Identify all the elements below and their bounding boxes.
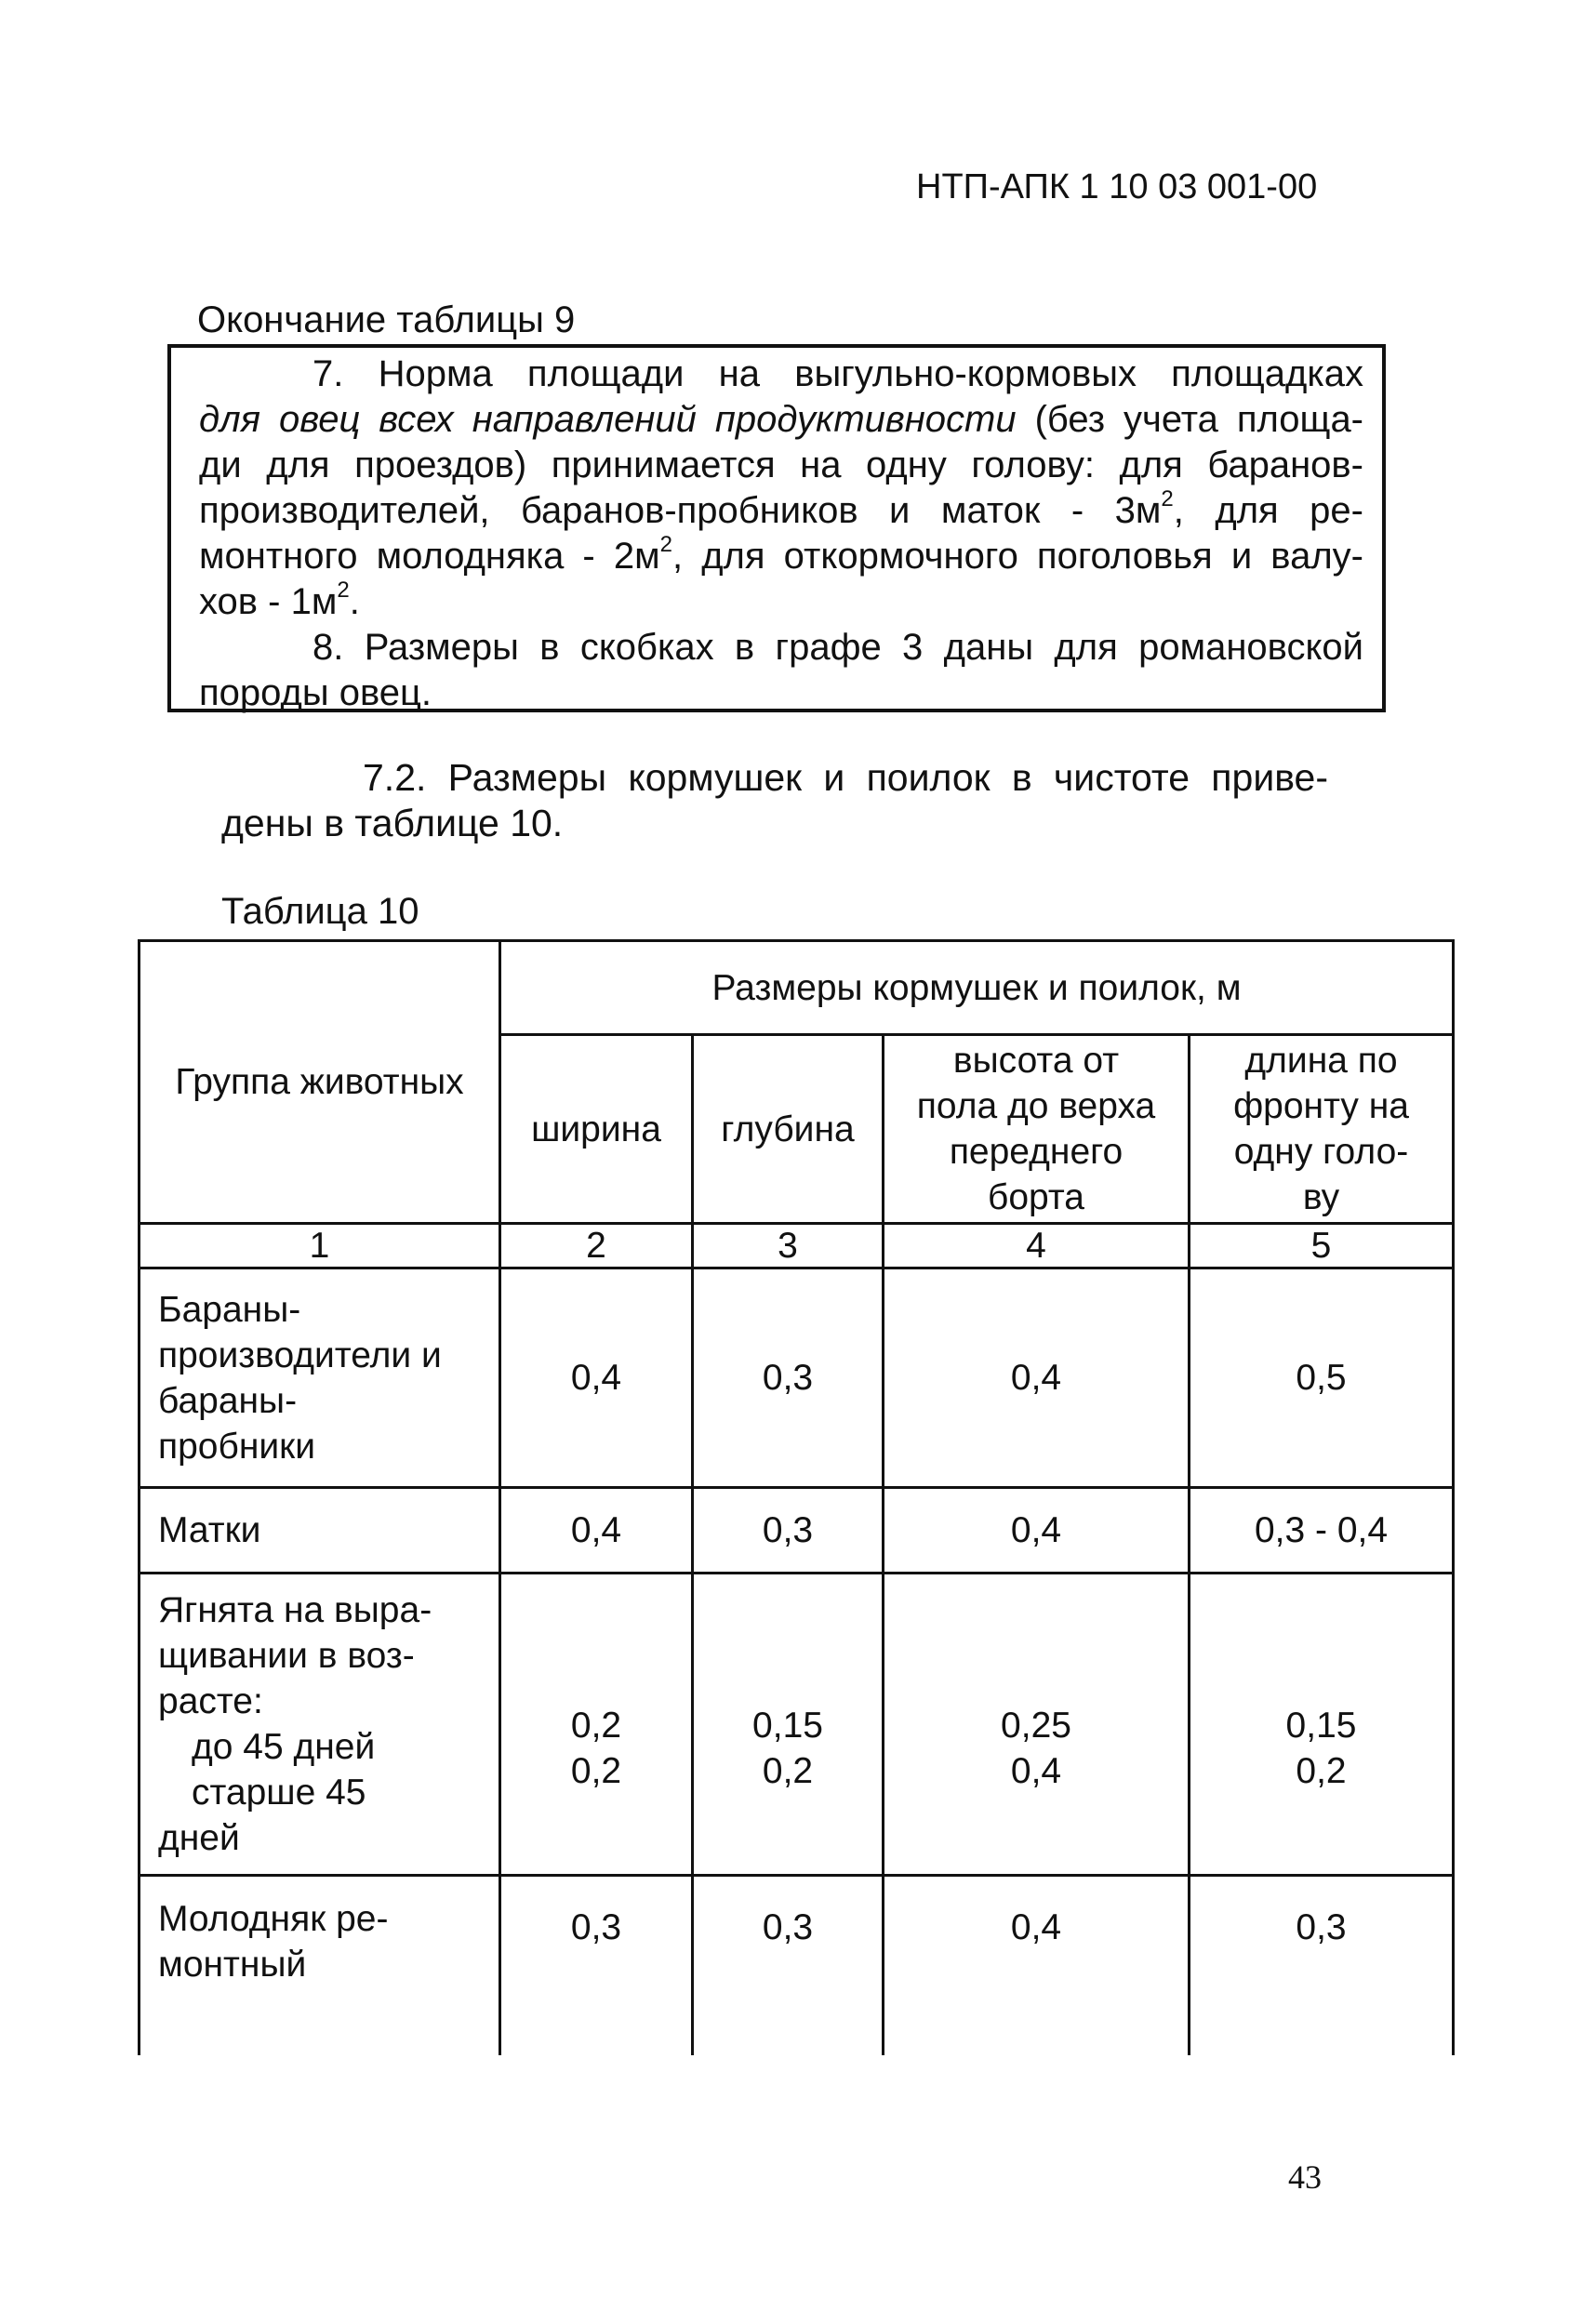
header-depth: глубина (721, 1109, 855, 1149)
table-row-2-height: 0,4 (1010, 1510, 1062, 1550)
page-number: 43 (1288, 2158, 1322, 2196)
section-7-2-line-2: дены в таблице 10. (221, 802, 564, 844)
table9-notes (199, 352, 1363, 716)
note7-line-2: для овец всех направлений продуктивности (без учета площа- (199, 399, 1364, 440)
col-number: 2 (586, 1226, 606, 1266)
table-rule (1452, 939, 1455, 2055)
table10-caption: Таблица 10 (221, 891, 419, 932)
section-7-2-line-1: 7.2. Размеры кормушек и поилок в чистоте приве- (363, 756, 1328, 799)
header-width: ширина (531, 1109, 661, 1149)
col-number: 3 (778, 1226, 798, 1266)
header-length: длина по фронту на одну голо- ву (1233, 1041, 1409, 1217)
note8-line-2: породы овец. (199, 672, 432, 713)
note7-emphasis: для овец всех направлений продуктивности (199, 399, 1017, 440)
table-row-1-depth: 0,3 (762, 1358, 814, 1398)
table-row-3-length: 0,15 0,2 (1285, 1706, 1357, 1791)
table-row-2-depth: 0,3 (762, 1510, 814, 1550)
note7-line-4: производителей, баранов-пробников и маток - $3м^2$, для ре- (199, 485, 1363, 531)
note7-line-5: монтного молодняка - $2м^2$, для откормочного поголовья и валу- (199, 531, 1364, 577)
table-row-1-height: 0,4 (1010, 1358, 1062, 1398)
note7-line-3: ди для проездов) принимается на одну голову: для баранов- (199, 445, 1363, 485)
table-row-3-group: Ягнята на выра- щивании в воз- расте: до 45 дней старше 45 дней (158, 1590, 432, 1858)
document-code: НТП-АПК 1 10 03 001-00 (916, 167, 1318, 206)
table-row-3-depth: 0,15 0,2 (752, 1706, 823, 1791)
table-row-2-group: Матки (158, 1510, 261, 1550)
header-height: высота от пола до верха переднего борта (916, 1041, 1156, 1217)
table-row-2-length: 0,3 - 0,4 (1254, 1510, 1389, 1550)
header-sizes: Размеры кормушек и поилок, м (711, 967, 1242, 1008)
table-row-1-length: 0,5 (1296, 1358, 1347, 1398)
table-row-3-width: 0,2 0,2 (570, 1706, 622, 1791)
table-row-4-width: 0,3 (570, 1906, 622, 1947)
note7-line-6: хов - $1м^2$. (199, 577, 360, 622)
table-row-4-group: Молодняк ре- монтный (158, 1899, 389, 1985)
table-row-4-depth: 0,3 (762, 1906, 814, 1947)
table-row-1-group: Бараны- производители и бараны- пробники (158, 1289, 442, 1467)
table-row-4-height: 0,4 (1010, 1906, 1062, 1947)
col-number: 4 (1026, 1226, 1046, 1266)
section-7-2-paragraph (221, 755, 1328, 846)
col-number: 5 (1310, 1226, 1332, 1266)
table-row-3-height: 0,25 0,4 (1001, 1706, 1071, 1791)
header-group: Группа животных (175, 1062, 464, 1102)
table9-caption: Окончание таблицы 9 (197, 299, 576, 340)
table-row-2-width: 0,4 (570, 1510, 622, 1550)
table-row-1-width: 0,4 (570, 1358, 622, 1398)
note8-line-1: 8. Размеры в скобках в графе 3 даны для романовской (312, 627, 1363, 668)
note7-line-1: 7. Норма площади на выгульно-кормовых площадках (312, 353, 1363, 394)
table9-notes-box (167, 344, 1386, 712)
col-number: 1 (309, 1226, 330, 1266)
table-row-4-length: 0,3 (1296, 1906, 1347, 1947)
table10 (138, 939, 1455, 2055)
